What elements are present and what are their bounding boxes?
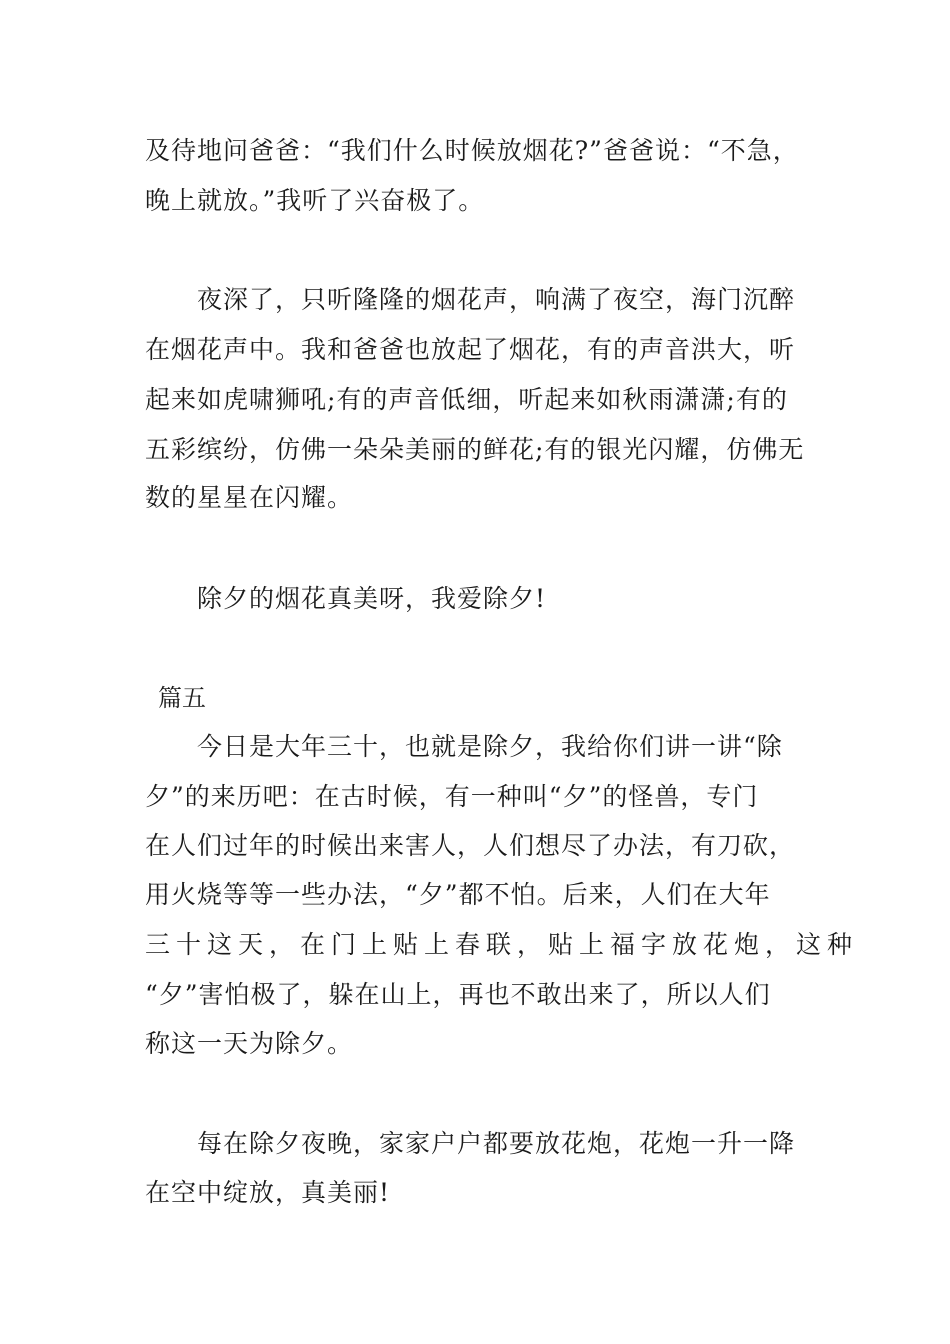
text-line: 在空中绽放，真美丽! bbox=[145, 1178, 391, 1207]
text-line: 夜深了，只听隆隆的烟花声，响满了夜空，海门沉醉 bbox=[197, 285, 796, 314]
text-line: 称这一天为除夕。 bbox=[145, 1029, 354, 1058]
text-line: 五彩缤纷，仿佛一朵朵美丽的鲜花;有的银光闪耀，仿佛无 bbox=[145, 435, 805, 464]
text-line: 起来如虎啸狮吼;有的声音低细，听起来如秋雨潇潇;有的 bbox=[145, 385, 788, 414]
text-line: 数的星星在闪耀。 bbox=[145, 483, 354, 512]
text-line: 除夕的烟花真美呀，我爱除夕! bbox=[197, 584, 547, 613]
text-line: 在烟花声中。我和爸爸也放起了烟花，有的声音洪大，听 bbox=[145, 335, 796, 364]
section-heading: 篇五 bbox=[158, 684, 206, 712]
text-line: 夕”的来历吧：在古时候，有一种叫“夕”的怪兽，专门 bbox=[145, 782, 759, 811]
text-line: 在人们过年的时候出来害人，人们想尽了办法，有刀砍， bbox=[145, 831, 796, 860]
text-line: 三十这天，在门上贴上春联，贴上福字放花炮，这种 bbox=[145, 930, 859, 959]
text-line: 每在除夕夜晚，家家户户都要放花炮，花炮一升一降 bbox=[197, 1129, 796, 1158]
text-line: 及待地问爸爸：“我们什么时候放烟花?”爸爸说：“不急， bbox=[145, 136, 799, 165]
text-line: 用火烧等等一些办法，“夕”都不怕。后来，人们在大年 bbox=[145, 880, 771, 909]
text-line: 今日是大年三十，也就是除夕，我给你们讲一讲“除 bbox=[197, 732, 783, 761]
text-line: 晚上就放。”我听了兴奋极了。 bbox=[145, 186, 485, 215]
text-line: “夕”害怕极了，躲在山上，再也不敢出来了，所以人们 bbox=[145, 980, 771, 1009]
